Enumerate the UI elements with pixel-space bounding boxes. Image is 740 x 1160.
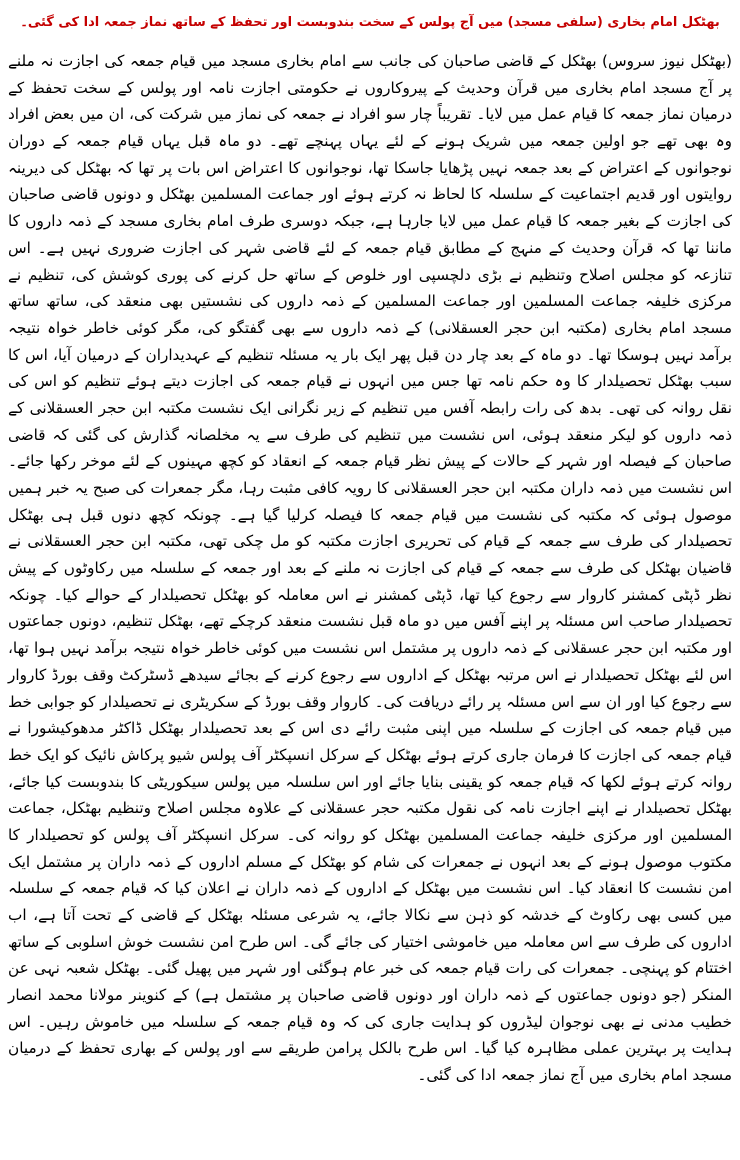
article-headline: بھٹکل امام بخاری (سلفی مسجد) میں آج پولس کے سخت بندوبست اور تحفظ کے ساتھ نماز جمعہ ادا کی گئی۔ (20, 15, 720, 30)
article-body: (بھٹکل نیوز سروس) بھٹکل کے قاضی صاحبان کی جانب سے امام بخاری مسجد میں قیام جمعہ کی اجازت نہ ملنے پر آج مسجد امام بخاری میں قرآن وحدیث کے پیروکاروں نے حکومتی اجازت نامہ اور پولس کے سخت تحفظ کے درمیان نماز جمعہ کا قیام عمل میں لایا۔ تقریباً چار سو افراد نے جمعہ کی نماز میں شرکت کی، ان میں بعض افراد وہ بھی تھے جو اولین جمعہ میں شریک ہونے کے لئے یہاں پہنچے تھے۔ دو ماہ قبل یہاں قیام جمعہ کے دوران نوجوانوں کے اعتراض کے بعد جمعہ نہیں پڑھایا جاسکا تھا، نوجوانوں کا اعتراض اس بات پر تھا کہ بھٹکل کی دیرینہ روایتوں اور قدیم اجتماعیت کے سلسلہ کا لحاظ نہ کرتے ہوئے اور جماعت المسلمین بھٹکل و دونوں قاضی صاحبان کی اجازت کے بغیر جمعہ کا قیام عمل میں لایا جارہا ہے، جبکہ دوسری طرف امام بخاری مسجد کے ذمہ داروں کا ماننا تھا کہ قرآن وحدیث کے منہج کے مطابق قیام جمعہ کے لئے قاضی شہر کی اجازت ضروری نہیں ہے۔ اس تنازعہ کو مجلس اصلاح وتنظیم نے بڑی دلچسپی اور خلوص کے ساتھ حل کرنے کی پوری کوشش کی، تنظیم نے مرکزی خلیفہ جماعت المسلمین اور جماعت المسلمین کے ذمہ داروں کی نشستیں بھی منعقد کی، ساتھ ساتھ مسجد امام بخاری (مکتبہ ابن حجر العسقلانی) کے ذمہ داروں سے بھی گفتگو کی، مگر کوئی خاطر خواہ نتیجہ برآمد نہیں ہوسکا تھا۔ دو ماہ کے بعد چار دن قبل پھر ایک بار یہ مسئلہ تنظیم کے عہدیداران کے درمیان آیا، اس کا سبب بھٹکل تحصیلدار کا وہ حکم نامہ تھا جس میں انہوں نے قیام جمعہ کی اجازت دیتے ہوئے تنظیم کو اس کی نقل روانہ کی تھی۔ بدھ کی رات رابطہ آفس میں تنظیم کے زیر نگرانی ایک نشست مکتبہ ابن حجر العسقلانی کے ذمہ داروں کو لیکر منعقد ہوئی، اس نشست میں تنظیم کی طرف سے یہ مخلصانہ گذارش کی گئی کہ قاضی صاحبان کے فیصلہ اور شہر کے حالات کے پیش نظر قیام جمعہ کے انعقاد کو کچھ مہینوں کے لئے موخر رکھا جائے۔ اس نشست میں ذمہ داران مکتبہ ابن حجر العسقلانی کا رویہ کافی مثبت رہا، مگر جمعرات کی صبح یہ خبر ہمیں موصول ہوئی کہ مکتبہ کی نشست میں قیام جمعہ کا فیصلہ کرلیا گیا ہے۔ چونکہ کچھ دنوں قبل ہی بھٹکل تحصیلدار کی طرف سے جمعہ کے قیام کی تحریری اجازت مکتبہ کو مل چکی تھی، مکتبہ ابن حجر العسقلانی نے قاضیان بھٹکل کی طرف سے جمعہ کے قیام کی اجازت نہ ملنے کے بعد اور جمعہ کے سلسلہ میں رکاوٹوں کے پیش نظر ڈپٹی کمشنر کاروار سے رجوع کیا تھا، ڈپٹی کمشنر نے اس معاملہ کو بھٹکل تحصیلدار کے حوالے کیا۔ چونکہ تحصیلدار صاحب اس مسئلہ پر اپنے آفس میں دو ماہ قبل نشست منعقد کرچکے تھے، بھٹکل تنظیم، دونوں جماعتوں اور مکتبہ ابن حجر عسقلانی کے ذمہ داروں پر مشتمل اس نشست میں کوئی خاطر خواہ نتیجہ برآمد نہیں ہوا تھا، اس لئے بھٹکل تحصیلدار نے اس مرتبہ بھٹکل کے اداروں سے رجوع کرنے کے بجائے سیدھے ڈسٹرکٹ وقف بورڈ کاروار سے رجوع کیا اور ان سے اس مسئلہ پر رائے دریافت کی۔ کاروار وقف بورڈ کے سکریٹری نے تحصیلدار کو جوابی خط میں قیام جمعہ کی اجازت کے سلسلہ میں اپنی مثبت رائے دی اس کے بعد تحصیلدار بھٹکل ڈاکٹر مدھوکیشورا نے قیام جمعہ کی اجازت کا فرمان جاری کرتے ہوئے بھٹکل کے سرکل انسپکٹر آف پولس شیو پرکاش نائیک کو ایک خط روانہ کرتے ہوئے لکھا کہ قیام جمعہ کو یقینی بنایا جائے اور اس سلسلہ میں پولس سیکوریٹی کا بندوبست کیا جائے، بھٹکل تحصیلدار نے اپنے اجازت نامہ کی نقول مکتبہ حجر عسقلانی کے علاوہ مجلس اصلاح وتنظیم بھٹکل، جماعت المسلمین اور مرکزی خلیفہ جماعت المسلمین بھٹکل کو روانہ کی۔ سرکل انسپکٹر آف پولس کو تحصیلدار کا مکتوب موصول ہونے کے بعد انہوں نے جمعرات کی شام کو بھٹکل کے مسلم اداروں کے ذمہ داران پر مشتمل ایک امن نشست کا انعقاد کیا۔ اس نشست میں بھٹکل کے اداروں کے ذمہ داران نے اعلان کیا کہ قیام جمعہ کے سلسلہ میں کسی بھی رکاوٹ کے خدشہ کو ذہن سے نکالا جائے، یہ شرعی مسئلہ بھٹکل کے قاضی کے تحت آتا ہے، اب اداروں کی طرف سے اس معاملہ میں خاموشی اختیار کی جائے گی۔ اس طرح امن نشست خوش اسلوبی کے ساتھ اختتام کو پہنچی۔ جمعرات کی رات قیام جمعہ کی خبر عام ہوگئی اور شہر میں پھیل گئی۔ بھٹکل شعبہ نہی عن المنکر (جو دونوں جماعتوں کے ذمہ داران اور دونوں قاضی صاحبان پر مشتمل ہے) کے کنوینر مولانا محمد انصار خطیب مدنی نے بھی نوجوان لیڈروں کو ہدایت جاری کی کہ وہ قیام جمعہ کے سلسلہ میں خاموش رہیں۔ اس ہدایت پر بہترین عملی مظاہرہ کیا گیا۔ اس طرح بالکل پرامن طریقے سے اور پولس کے بھاری تحفظ کے درمیان مسجد امام بخاری میں آج نماز جمعہ ادا کی گئی۔ (8, 52, 732, 1085)
